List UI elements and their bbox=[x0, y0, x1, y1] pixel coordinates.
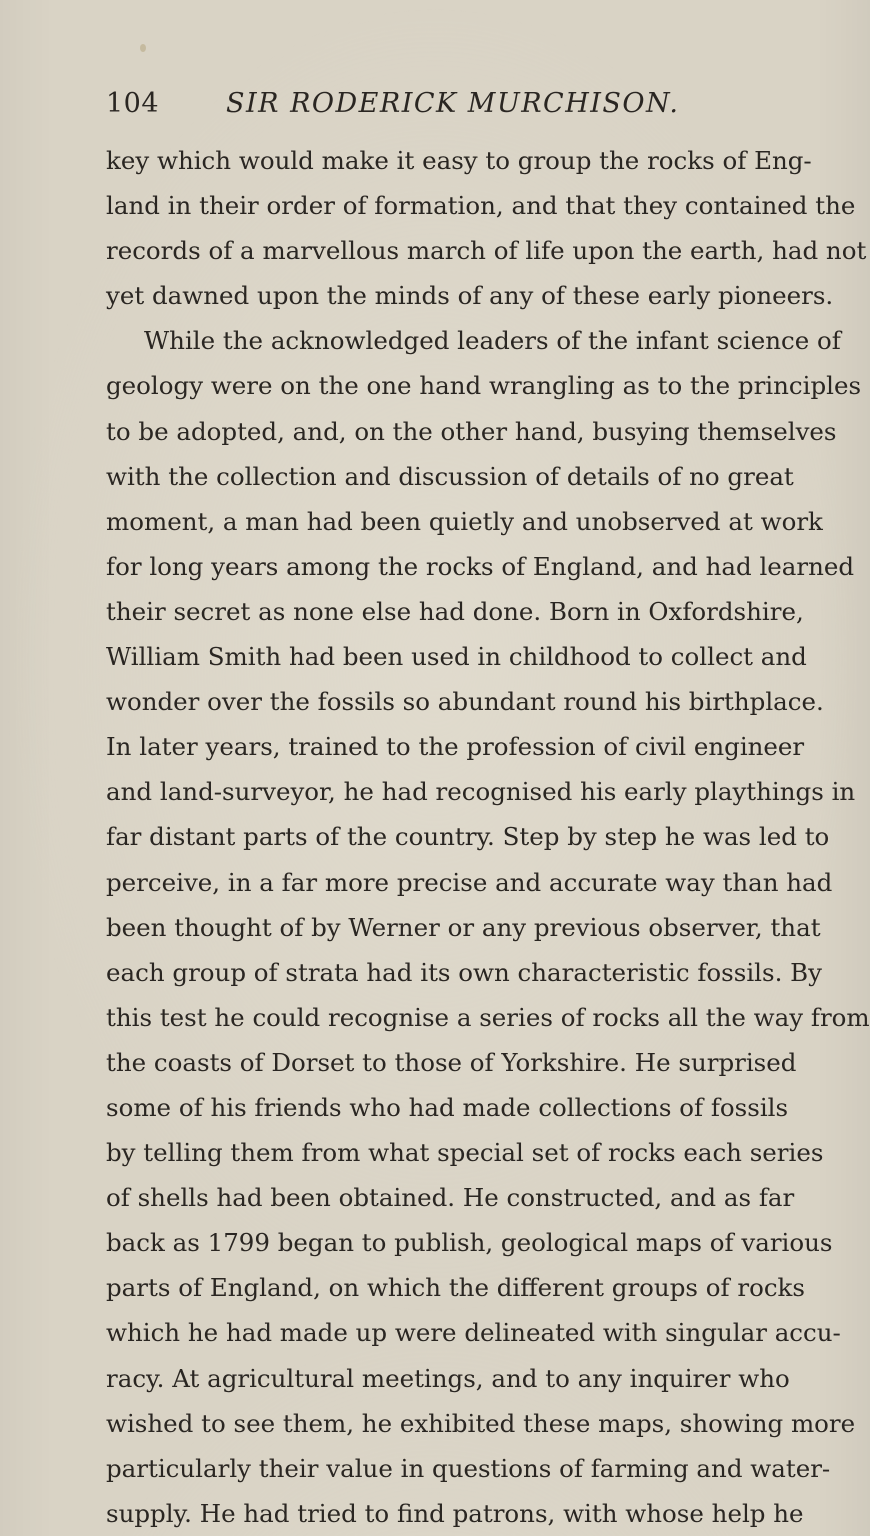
page-number: 104 bbox=[106, 88, 160, 119]
text-line: and land-surveyor, he had recognised his early playthings in bbox=[106, 777, 856, 807]
text-line: the coasts of Dorset to those of Yorkshire. He surprised bbox=[106, 1047, 797, 1077]
text-line: yet dawned upon the minds of any of these early pioneers. bbox=[106, 281, 834, 311]
text-line: to be adopted, and, on the other hand, busying themselves bbox=[106, 416, 837, 446]
text-line: for long years among the rocks of England, and had learned bbox=[106, 551, 855, 581]
text-line: far distant parts of the country. Step by step he was led to bbox=[106, 822, 830, 852]
text-line: William Smith had been used in childhood to collect and bbox=[106, 642, 807, 672]
text-line: moment, a man had been quietly and unobserved at work bbox=[106, 506, 823, 536]
text-line: with the collection and discussion of details of no great bbox=[106, 461, 794, 491]
text-line: racy. At agricultural meetings, and to any inquirer who bbox=[106, 1363, 790, 1393]
text-line: their secret as none else had done. Born in Oxfordshire, bbox=[106, 596, 804, 626]
text-line: perceive, in a far more precise and accurate way than had bbox=[106, 867, 833, 897]
text-line: by telling them from what special set of rocks each series bbox=[106, 1138, 824, 1168]
text-line: wished to see them, he exhibited these maps, showing more bbox=[106, 1408, 856, 1438]
text-line: wonder over the fossils so abundant round his birthplace. bbox=[106, 687, 824, 717]
running-title: SIR RODERICK MURCHISON. bbox=[226, 88, 680, 119]
paper-speck bbox=[140, 44, 146, 52]
text-line: parts of England, on which the different groups of rocks bbox=[106, 1273, 805, 1303]
text-line: been thought of by Werner or any previous observer, that bbox=[106, 912, 821, 942]
page-header bbox=[106, 88, 726, 128]
text-line: records of a marvellous march of life upon the earth, had not bbox=[106, 236, 867, 266]
text-line: land in their order of formation, and that they contained the bbox=[106, 191, 856, 221]
text-line: While the acknowledged leaders of the infant science of bbox=[144, 326, 841, 356]
text-line: of shells had been obtained. He constructed, and as far bbox=[106, 1183, 795, 1213]
text-line: particularly their value in questions of farming and water- bbox=[106, 1453, 831, 1483]
text-line: back as 1799 began to publish, geological maps of various bbox=[106, 1228, 833, 1258]
text-line: geology were on the one hand wrangling as to the principles bbox=[106, 371, 862, 401]
text-line: In later years, trained to the profession of civil engineer bbox=[106, 732, 805, 762]
text-line: each group of strata had its own characteristic fossils. By bbox=[106, 957, 822, 987]
text-line: which he had made up were delineated with singular accu- bbox=[106, 1318, 841, 1348]
text-line: key which would make it easy to group the rocks of Eng- bbox=[106, 146, 812, 175]
text-line: this test he could recognise a series of rocks all the way from bbox=[106, 1002, 870, 1032]
text-line: supply. He had tried to find patrons, with whose help he bbox=[106, 1498, 804, 1528]
body-text bbox=[106, 138, 870, 1536]
text-line: some of his friends who had made collections of fossils bbox=[106, 1092, 789, 1122]
